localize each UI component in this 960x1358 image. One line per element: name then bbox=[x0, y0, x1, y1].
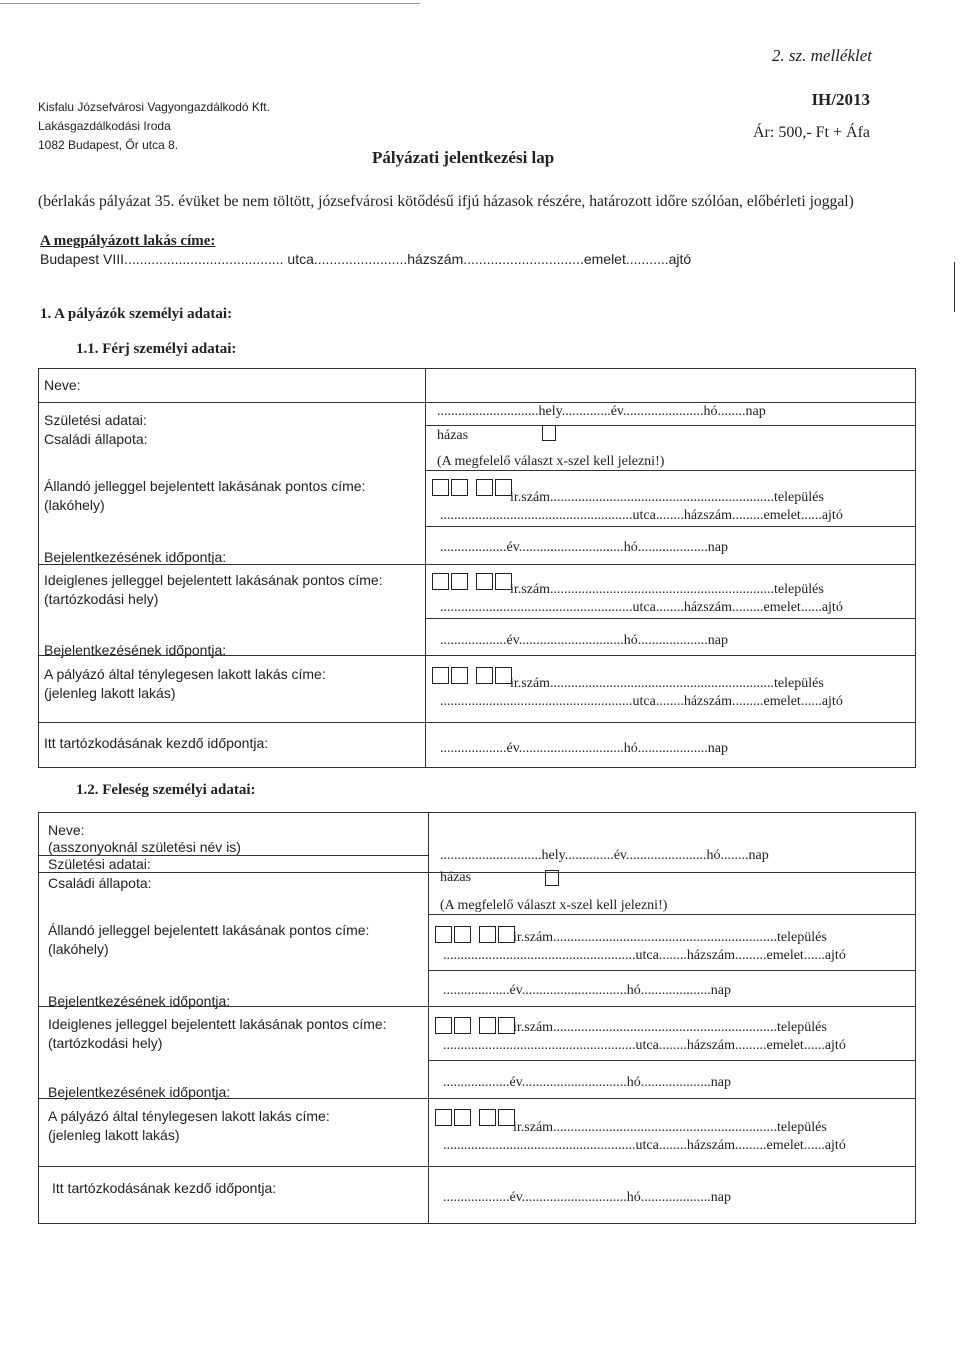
husband-marital-label: Családi állapota: bbox=[44, 431, 148, 447]
org-department: Lakásgazdálkodási Iroda bbox=[38, 119, 171, 133]
section-1-heading: 1. A pályázók személyi adatai: bbox=[40, 306, 233, 322]
husband-since-label: Itt tartózkodásának kezdő időpontja: bbox=[44, 735, 269, 751]
wife-married-checkbox[interactable] bbox=[545, 870, 559, 886]
wife-marital-value: házas bbox=[440, 870, 472, 885]
wife-birth-value[interactable]: .............................hely..............év.......................hó........nap bbox=[440, 848, 769, 863]
wife-since-label: Itt tartózkodásának kezdő időpontja: bbox=[52, 1180, 277, 1196]
wife-actual-address-line1[interactable]: ir.szám................................................................település bbox=[513, 1120, 827, 1135]
wife-temp-address-label: Ideiglenes jelleggel bejelentett lakásának pontos címe: bbox=[48, 1016, 387, 1032]
husband-perm-address-line1[interactable]: ir.szám................................................................település bbox=[510, 490, 824, 505]
page-title: Pályázati jelentkezési lap bbox=[372, 148, 555, 167]
row-rule bbox=[428, 970, 916, 971]
wife-actual-address-sublabel: (jelenleg lakott lakás) bbox=[48, 1127, 180, 1143]
husband-marital-note: (A megfelelő választ x-szel kell jelezni!) bbox=[437, 454, 665, 469]
row-rule bbox=[38, 402, 916, 403]
husband-perm-date-value[interactable]: ...................év..............................hó....................nap bbox=[440, 540, 729, 555]
row-rule bbox=[425, 618, 916, 619]
price-label: Ár: 500,- Ft + Áfa bbox=[752, 124, 870, 141]
husband-heading: 1.1. Férj személyi adatai: bbox=[76, 341, 237, 357]
wife-perm-address-sublabel: (lakóhely) bbox=[48, 941, 109, 957]
husband-temp-address-line2[interactable]: .......................................................utca........házszám.........emelet......ajtó bbox=[440, 600, 843, 615]
wife-marital-label: Családi állapota: bbox=[48, 875, 152, 891]
margin-mark bbox=[954, 262, 955, 312]
form-code: IH/2013 bbox=[811, 90, 870, 109]
row-rule bbox=[38, 722, 916, 723]
wife-temp-date-value[interactable]: ...................év..............................hó....................nap bbox=[443, 1075, 732, 1090]
row-rule bbox=[428, 914, 916, 915]
wife-temp-date-label: Bejelentkezésének időpontja: bbox=[48, 1084, 231, 1100]
husband-actual-address-sublabel: (jelenleg lakott lakás) bbox=[44, 685, 176, 701]
row-rule bbox=[428, 1060, 916, 1061]
apartment-heading: A megpályázott lakás címe: bbox=[40, 233, 216, 249]
apartment-address-line[interactable]: Budapest VIII......................................... utca........................házszám...............................emelet...........ajtó bbox=[40, 251, 692, 267]
row-rule bbox=[425, 425, 916, 426]
wife-name-label: Neve: bbox=[48, 822, 85, 838]
husband-temp-date-value[interactable]: ...................év..............................hó....................nap bbox=[440, 633, 729, 648]
scan-artifact-line bbox=[0, 3, 420, 4]
wife-perm-address-line2[interactable]: .......................................................utca........házszám.........emelet......ajtó bbox=[443, 948, 846, 963]
wife-perm-date-label: Bejelentkezésének időpontja: bbox=[48, 993, 231, 1009]
wife-actual-address-line2[interactable]: .......................................................utca........házszám.........emelet......ajtó bbox=[443, 1138, 846, 1153]
wife-perm-address-line1[interactable]: ir.szám................................................................település bbox=[513, 930, 827, 945]
husband-temp-date-label: Bejelentkezésének időpontja: bbox=[44, 642, 227, 658]
wife-table-divider bbox=[428, 812, 429, 1224]
wife-heading: 1.2. Feleség személyi adatai: bbox=[76, 782, 256, 798]
wife-name-sublabel: (asszonyoknál születési név is) bbox=[48, 839, 241, 855]
husband-actual-address-line1[interactable]: ir.szám................................................................település bbox=[510, 676, 824, 691]
wife-temp-address-sublabel: (tartózkodási hely) bbox=[48, 1035, 163, 1051]
husband-name-label: Neve: bbox=[44, 377, 81, 393]
row-rule bbox=[425, 470, 916, 471]
page-subtitle: (bérlakás pályázat 35. évüket be nem töltött, józsefvárosi kötődésű ifjú házasok részére, határozott időre szólóan, előbérleti joggal) bbox=[38, 193, 854, 210]
husband-perm-date-label: Bejelentkezésének időpontja: bbox=[44, 549, 227, 565]
row-rule bbox=[38, 1166, 916, 1167]
row-rule bbox=[38, 1006, 916, 1007]
husband-perm-address-label: Állandó jelleggel bejelentett lakásának pontos címe: bbox=[44, 478, 366, 494]
row-rule bbox=[38, 564, 916, 565]
wife-perm-date-value[interactable]: ...................év..............................hó....................nap bbox=[443, 983, 732, 998]
husband-married-checkbox[interactable] bbox=[542, 425, 556, 441]
row-rule bbox=[38, 1098, 916, 1099]
husband-table-divider bbox=[425, 368, 426, 768]
org-name: Kisfalu Józsefvárosi Vagyongazdálkodó Kft. bbox=[38, 100, 270, 114]
husband-birth-label: Születési adatai: bbox=[44, 412, 147, 428]
husband-actual-address-line2[interactable]: .......................................................utca........házszám.........emelet......ajtó bbox=[440, 694, 843, 709]
husband-temp-address-label: Ideiglenes jelleggel bejelentett lakásának pontos címe: bbox=[44, 572, 383, 588]
husband-since-value[interactable]: ...................év..............................hó....................nap bbox=[440, 741, 729, 756]
husband-perm-address-sublabel: (lakóhely) bbox=[44, 497, 105, 513]
row-rule bbox=[425, 526, 916, 527]
wife-temp-address-line1[interactable]: ir.szám................................................................település bbox=[513, 1020, 827, 1035]
wife-perm-address-label: Állandó jelleggel bejelentett lakásának pontos címe: bbox=[48, 922, 370, 938]
wife-actual-postcode-boxes[interactable] bbox=[435, 1108, 517, 1126]
wife-marital-note: (A megfelelő választ x-szel kell jelezni!) bbox=[440, 898, 668, 913]
husband-marital-value: házas bbox=[437, 428, 469, 443]
husband-perm-postcode-boxes[interactable] bbox=[432, 478, 514, 496]
org-address: 1082 Budapest, Őr utca 8. bbox=[38, 138, 179, 152]
husband-temp-postcode-boxes[interactable] bbox=[432, 572, 514, 590]
husband-temp-address-sublabel: (tartózkodási hely) bbox=[44, 591, 159, 607]
row-rule bbox=[38, 655, 916, 656]
wife-perm-postcode-boxes[interactable] bbox=[435, 925, 517, 943]
wife-since-value[interactable]: ...................év..............................hó....................nap bbox=[443, 1190, 732, 1205]
husband-actual-postcode-boxes[interactable] bbox=[432, 666, 514, 684]
husband-actual-address-label: A pályázó által ténylegesen lakott lakás címe: bbox=[44, 666, 326, 682]
wife-temp-address-line2[interactable]: .......................................................utca........házszám.........emelet......ajtó bbox=[443, 1038, 846, 1053]
annex-label: 2. sz. melléklet bbox=[771, 46, 872, 65]
wife-birth-label: Születési adatai: bbox=[48, 856, 151, 872]
row-rule bbox=[38, 872, 916, 873]
husband-perm-address-line2[interactable]: .......................................................utca........házszám.........emelet......ajtó bbox=[440, 508, 843, 523]
wife-temp-postcode-boxes[interactable] bbox=[435, 1016, 517, 1034]
husband-birth-value[interactable]: .............................hely..............év.......................hó........nap bbox=[437, 404, 766, 419]
wife-actual-address-label: A pályázó által ténylegesen lakott lakás címe: bbox=[48, 1108, 330, 1124]
husband-temp-address-line1[interactable]: ir.szám................................................................település bbox=[510, 582, 824, 597]
